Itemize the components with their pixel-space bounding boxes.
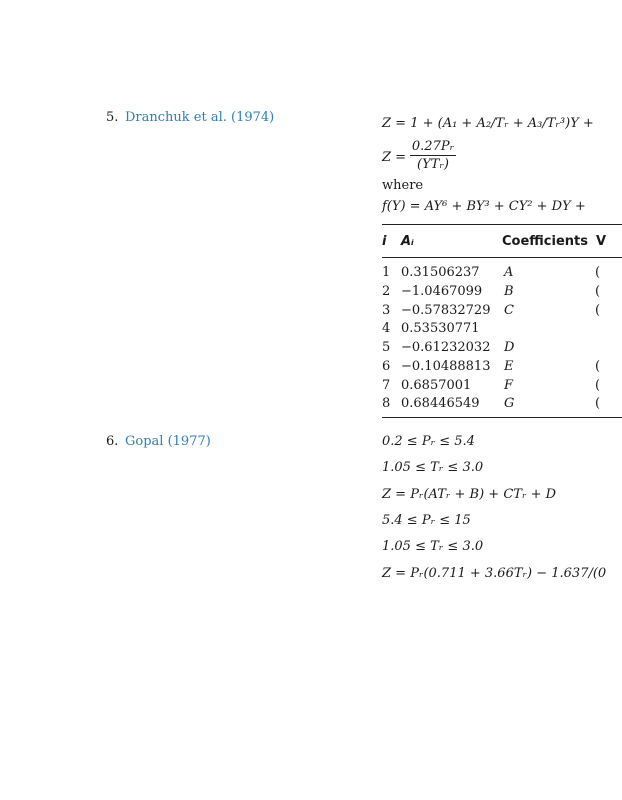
table-header-rule — [382, 257, 622, 258]
citation-dranchuk[interactable]: Dranchuk et al. (1974) — [125, 110, 275, 125]
table-cell-i: 3 — [382, 303, 391, 318]
table-cell-a: 0.6857001 — [401, 378, 472, 393]
equation-z-lhs: Z = — [382, 150, 407, 165]
table-cell-v: ( — [595, 284, 601, 299]
header-ai: Aᵢ — [401, 234, 414, 249]
gopal-range-tr-2: 1.05 ≤ Tᵣ ≤ 3.0 — [382, 539, 484, 554]
table-cell-i: 4 — [382, 321, 391, 336]
table-cell-i: 1 — [382, 265, 391, 280]
table-header-row — [382, 234, 607, 254]
table-cell-coef: G — [504, 396, 515, 411]
table-cell-i: 2 — [382, 284, 391, 299]
gopal-range-pr-1: 0.2 ≤ Pᵣ ≤ 5.4 — [382, 434, 475, 449]
table-cell-v: ( — [595, 265, 601, 280]
table-cell-i: 6 — [382, 359, 391, 374]
gopal-equation-1: Z = Pᵣ(ATᵣ + B) + CTᵣ + D — [382, 487, 557, 502]
gopal-range-tr-1: 1.05 ≤ Tᵣ ≤ 3.0 — [382, 460, 484, 475]
entry-number-6: 6. — [106, 434, 119, 449]
table-cell-v: ( — [595, 378, 601, 393]
table-cell-a: 0.53530771 — [401, 321, 480, 336]
header-i: i — [382, 234, 387, 249]
citation-gopal[interactable]: Gopal (1977) — [125, 434, 211, 449]
table-cell-a: 0.31506237 — [401, 265, 480, 280]
table-cell-i: 8 — [382, 396, 391, 411]
table-cell-v: ( — [595, 303, 601, 318]
fraction-numerator: 0.27Pᵣ — [411, 139, 455, 154]
table-cell-coef: A — [504, 265, 514, 280]
gopal-range-pr-2: 5.4 ≤ Pᵣ ≤ 15 — [382, 513, 471, 528]
fraction-reduced-density — [410, 139, 456, 172]
table-cell-coef: C — [504, 303, 514, 318]
equation-f-of-y: f(Y) = AY⁶ + BY³ + CY² + DY + — [382, 199, 586, 214]
entry-number-5: 5. — [106, 110, 119, 125]
table-cell-a: −0.57832729 — [401, 303, 491, 318]
gopal-equation-2: Z = Pᵣ(0.711 + 3.66Tᵣ) − 1.637/(0 — [382, 566, 607, 581]
table-top-rule — [382, 224, 622, 225]
equation-z-dranchuk: Z = 1 + (A₁ + A₂/Tᵣ + A₃/Tᵣ³)Y + — [382, 116, 594, 131]
fraction-denominator: (YTᵣ) — [417, 157, 449, 172]
table-bottom-rule — [382, 417, 622, 418]
table-cell-coef: E — [504, 359, 514, 374]
header-coefficients: Coefficients — [502, 234, 588, 249]
table-cell-i: 7 — [382, 378, 391, 393]
table-cell-a: −0.61232032 — [401, 340, 491, 355]
table-cell-v: ( — [595, 396, 601, 411]
table-cell-a: −1.0467099 — [401, 284, 483, 299]
table-cell-coef: F — [504, 378, 514, 393]
table-cell-a: −0.10488813 — [401, 359, 491, 374]
table-body — [382, 265, 599, 415]
table-cell-v: ( — [595, 359, 601, 374]
where-label: where — [382, 178, 424, 193]
table-cell-coef: B — [504, 284, 514, 299]
table-cell-a: 0.68446549 — [401, 396, 480, 411]
header-v: V — [596, 234, 607, 249]
table-cell-i: 5 — [382, 340, 391, 355]
table-cell-coef: D — [504, 340, 515, 355]
